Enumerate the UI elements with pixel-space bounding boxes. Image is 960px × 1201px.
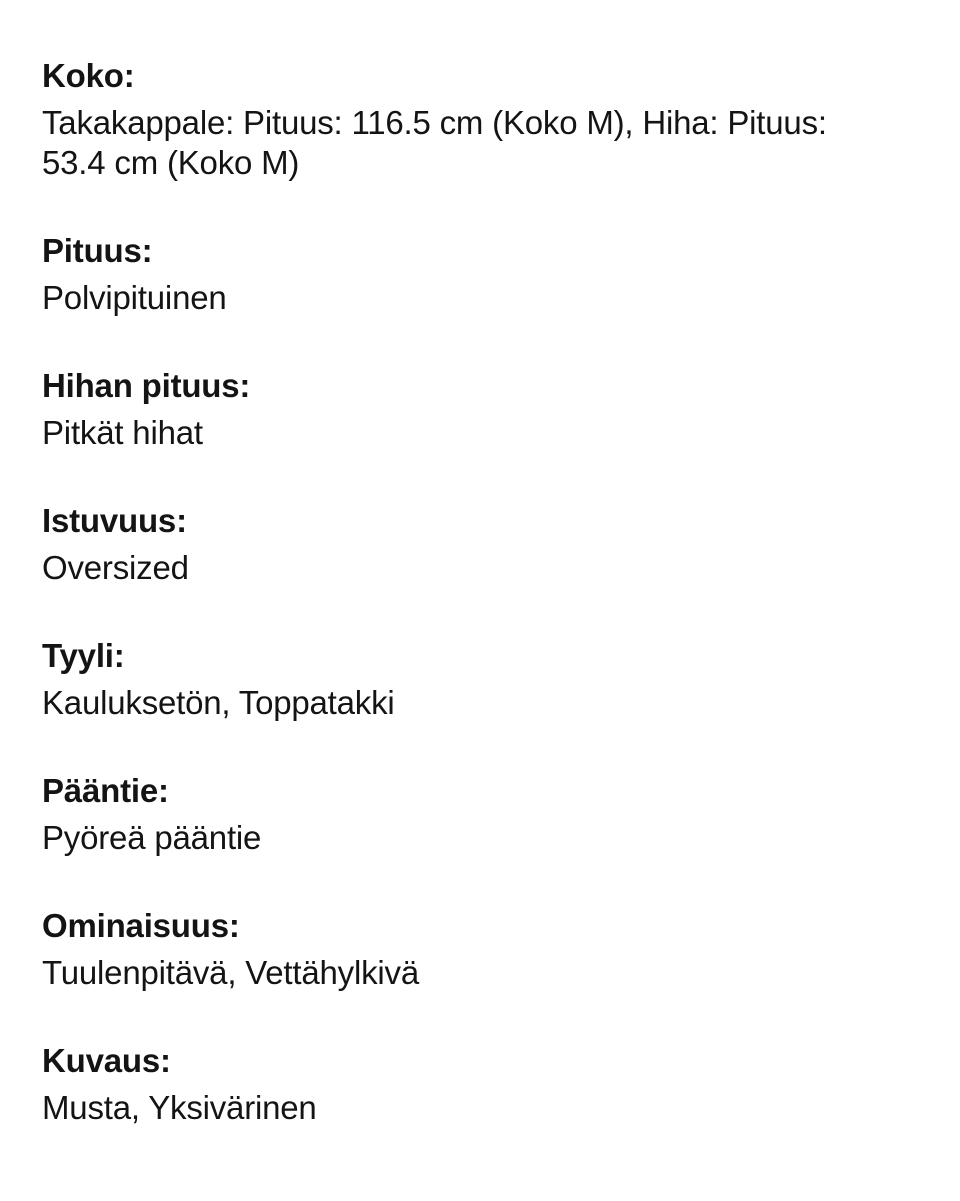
spec-fit <box>42 501 922 588</box>
spec-description <box>42 1041 922 1128</box>
spec-label: Pituus: <box>42 232 153 269</box>
spec-neckline <box>42 771 922 858</box>
spec-label: Hihan pituus: <box>42 367 251 404</box>
spec-label: Kuvaus: <box>42 1042 171 1079</box>
spec-value: Tuulenpitävä, Vettähylkivä <box>42 954 419 991</box>
spec-label: Istuvuus: <box>42 502 187 539</box>
spec-length <box>42 231 922 318</box>
spec-size <box>42 56 922 183</box>
spec-value: Takakappale: Pituus: 116.5 cm (Koko M), Hiha: Pituus: 53.4 cm (Koko M) <box>42 104 827 181</box>
spec-value: Kauluksetön, Toppatakki <box>42 684 395 721</box>
spec-value: Musta, Yksivärinen <box>42 1089 317 1126</box>
spec-label: Ominaisuus: <box>42 907 240 944</box>
spec-value: Pitkät hihat <box>42 414 203 451</box>
spec-label: Koko: <box>42 57 135 94</box>
spec-sleeve-length <box>42 366 922 453</box>
spec-style <box>42 636 922 723</box>
spec-label: Pääntie: <box>42 772 169 809</box>
spec-value: Polvipituinen <box>42 279 227 316</box>
product-specifications <box>42 56 922 1176</box>
spec-value: Oversized <box>42 549 189 586</box>
spec-feature <box>42 906 922 993</box>
spec-label: Tyyli: <box>42 637 125 674</box>
spec-value: Pyöreä pääntie <box>42 819 262 856</box>
